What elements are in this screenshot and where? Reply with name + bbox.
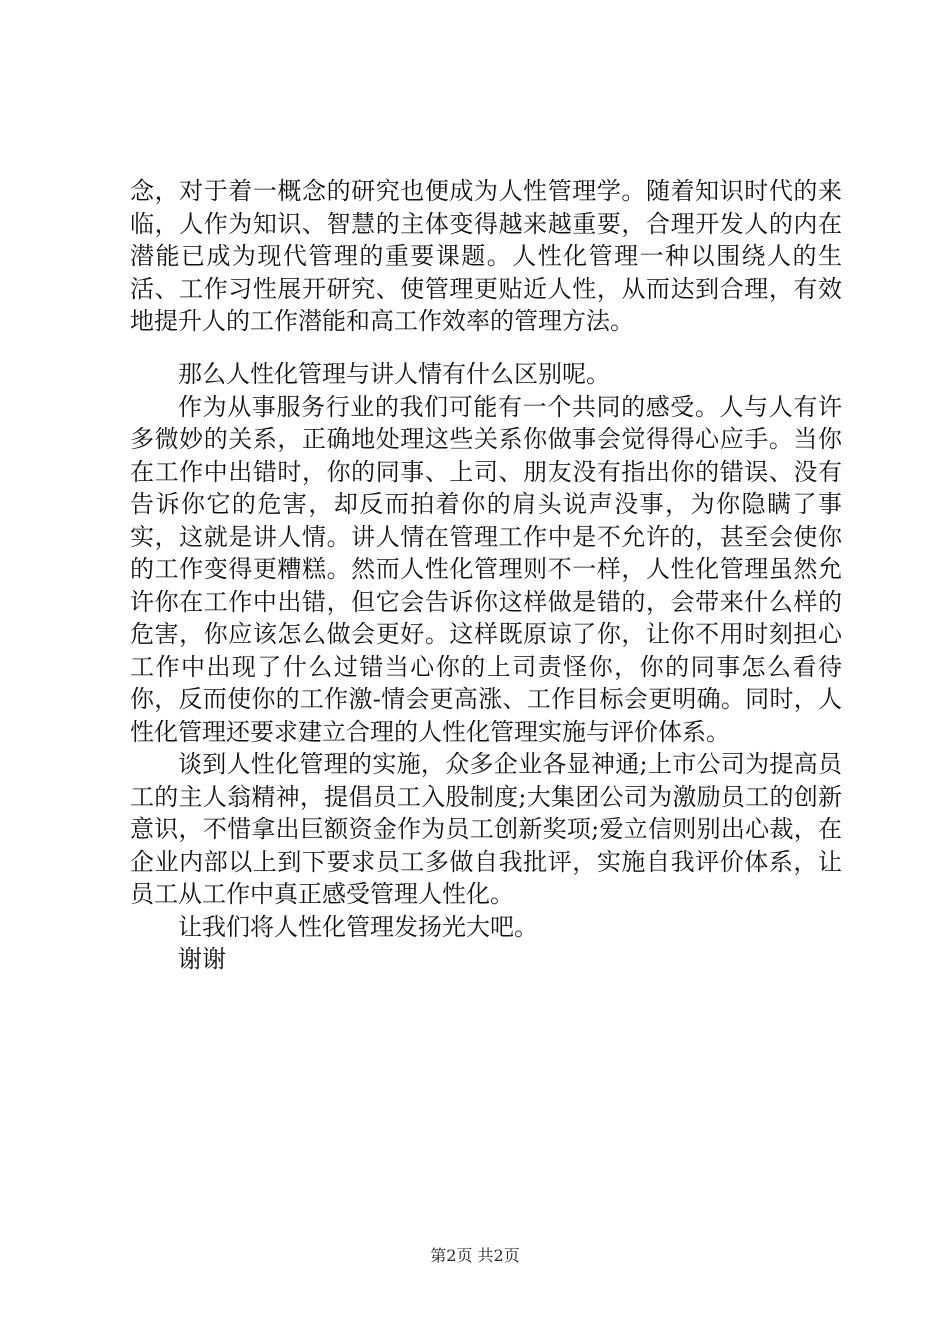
page-number-footer: 第2页 共2页 [430,1246,520,1265]
paragraph-question: 那么人性化管理与讲人情有什么区别呢。 [178,360,610,388]
paragraph-implementation: 谈到人性化管理的实施，众多企业各显神通;上市公司为提高员工的主人翁精神，提倡员工入股制度;大集团公司为激励员工的创新意识，不惜拿出巨额资金作为员工创新奖项;爱立信则别出心裁，在企业内部以上到下要求员工多做自我批评，实施自我评价体系，让员工从工作中真正感受管理人性化。 [130,750,842,908]
paragraph-closing: 让我们将人性化管理发扬光大吧。 [178,912,538,941]
paragraph-thanks: 谢谢 [178,945,226,973]
paragraph-service-industry: 作为从事服务行业的我们可能有一个共同的感受。人与人有许多微妙的关系，正确地处理这些关系你做事会觉得得心应手。当你在工作中出错时，你的同事、上司、朋友没有指出你的错误、没有告诉你它的危害，却反而拍着你的肩头说声没事，为你隐瞒了事实，这就是讲人情。讲人情在管理工作中是不允许的，甚至会使你的工作变得更糟糕。然而人性化管理则不一样，人性化管理虽然允许你在工作中出错，但它会告诉你这样做是错的，会带来什么样的危害，你应该怎么做会更好。这样既原谅了你，让你不用时刻担心工作中出现了什么过错当心你的上司责怪你，你的同事怎么看待你，反而使你的工作激-情会更高涨、工作目标会更明确。同时，人性化管理还要求建立合理的人性化管理实施与评价体系。 [130,392,842,746]
paragraph-continuation: 念，对于着一概念的研究也便成为人性管理学。随着知识时代的来临，人作为知识、智慧的主体变得越来越重要，合理开发人的内在潜能已成为现代管理的重要课题。人性化管理一种以围绕人的生活、工作习性展开研究、使管理更贴近人性，从而达到合理，有效地提升人的工作潜能和高工作效率的管理方法。 [130,177,842,335]
body-text-block [130,358,842,976]
paragraph-continuation-block [130,175,842,338]
